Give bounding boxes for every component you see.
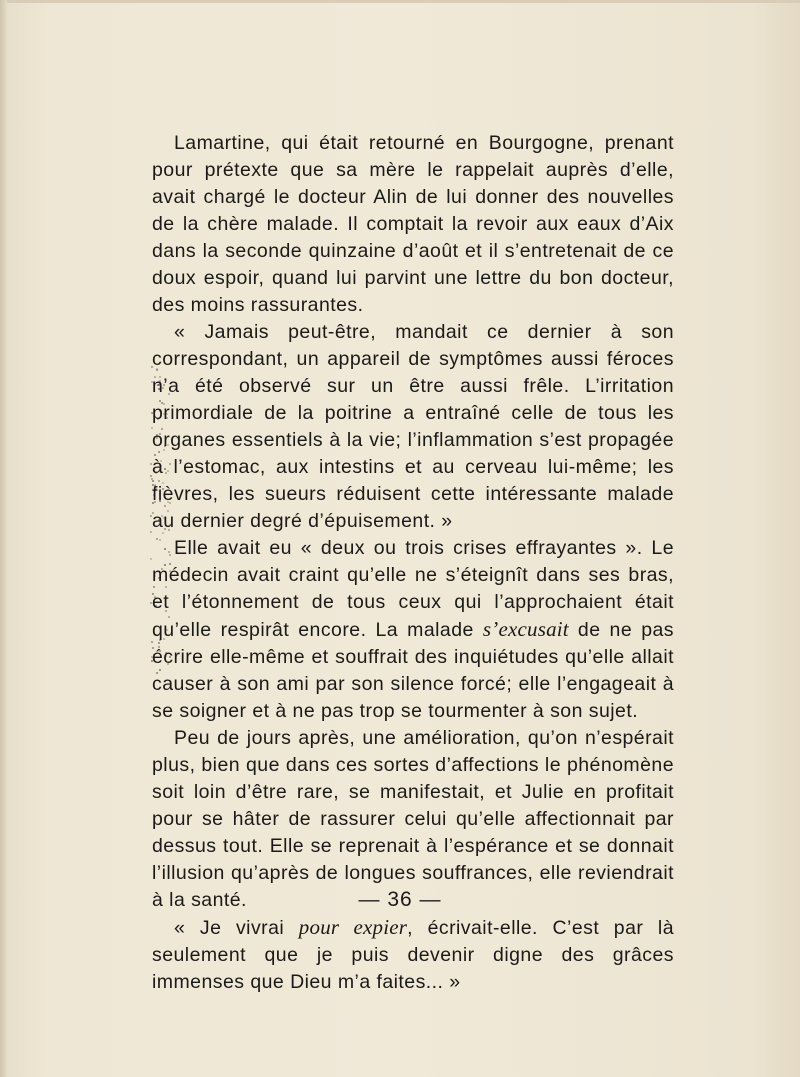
paragraph-3-text-b: de ne pas écrire elle-même et souffrait des inquiétudes qu’elle allait causer à son ami par son silence forcé; elle l’engageait à se soigner et à ne pas trop se tourmenter à son sujet. [152,619,674,722]
paragraph-5-text-a: « Je vivrai [174,917,299,939]
page-binding-edge [0,0,7,1077]
paragraph-5 [152,914,674,996]
paragraph-2: « Jamais peut-être, mandait ce dernier à son correspondant, un appareil de symptômes aussi féroces n’a été observé sur un être aussi frêle. L’irritation primordiale de la poitrine a entraîné celle de tous les organes essentiels à la vie; l’inflammation s’est propagée à l’estomac, aux intestins et au cerveau lui-même; les fièvres, les sueurs réduisent cette intéressante malade au dernier degré d’épuisement. » [152,321,674,532]
paragraph-1: Lamartine, qui était retourné en Bourgogne, prenant pour prétexte que sa mère le rappelait auprès d’elle, avait chargé le docteur Alin de lui donner des nouvelles de la chère malade. Il comptait la revoir aux eaux d’Aix dans la seconde quinzaine d’août et il s’entretenait de ce doux espoir, quand lui parvint une lettre du bon docteur, des moins rassurantes. [152,132,674,316]
page-top-edge [0,0,800,3]
body-text [152,130,674,996]
paragraph-5-italic: pour expier [298,915,408,939]
page-number: — 36 — [358,888,442,911]
paragraph-3-italic: s’excusait [482,617,569,641]
paragraph-3 [152,535,674,725]
paragraph-3-text-a: Elle avait eu « deux ou trois crises effrayantes ». Le médecin avait craint qu’elle ne s’éteignît dans ses bras, et l’étonnement de tous ceux qui l’approchaient était qu’elle respirât encore. La malade [152,537,674,641]
paragraph-5-text-b: , écrivait-elle. C’est par là seulement que je puis devenir digne des grâces immenses que Dieu m’a faites... » [152,917,674,993]
paragraph-4: Peu de jours après, une amélioration, qu’on n’espérait plus, bien que dans ces sortes d’affections le phénomène soit loin d’être rare, se manifestait, et Julie en profitait pour se hâter de rassurer celui qu’elle affectionnait par dessus tout. Elle se reprenait à l’espérance et se donnait l’illusion qu’après de longues souffrances, elle reviendrait à la santé. [152,727,674,911]
